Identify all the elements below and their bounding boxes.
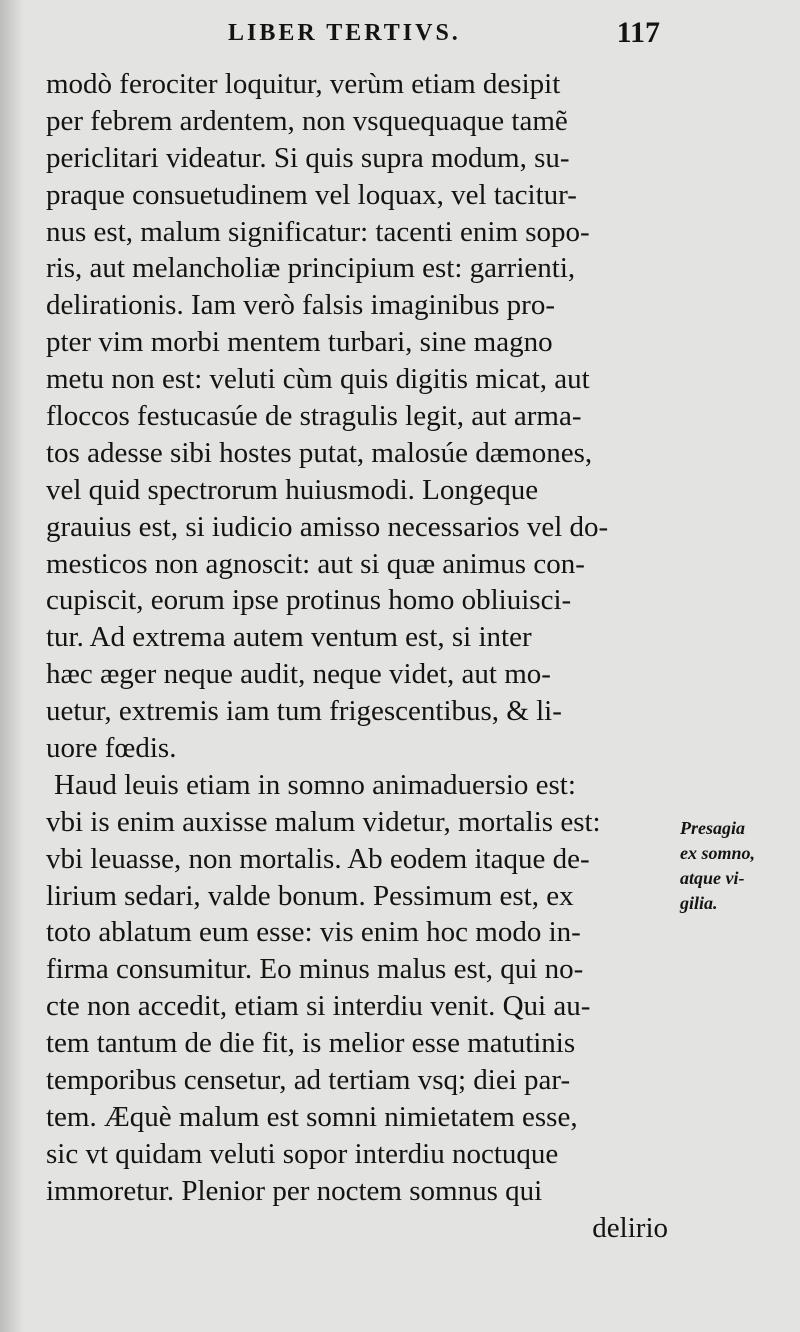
marginal-note-line: Presagia: [680, 818, 745, 838]
text-line: floccos festucasúe de stragulis legit, aut arma-: [46, 400, 582, 433]
text-line: praque consuetudinem vel loquax, vel tacitur-: [46, 178, 577, 211]
text-line: tur. Ad extrema autem ventum est, si inter: [46, 621, 532, 654]
text-line: uore fœdis.: [46, 732, 177, 765]
text-line: tem tantum de die fit, is melior esse matutinis: [46, 1027, 576, 1060]
marginal-note: [680, 816, 792, 916]
text-line: pter vim morbi mentem turbari, sine magno: [46, 326, 553, 359]
text-line: sic vt quidam veluti sopor interdiu noctuque: [46, 1137, 559, 1170]
marginal-note-line: ex somno,: [680, 843, 756, 863]
text-line: metu non est: veluti cùm quis digitis micat, aut: [46, 363, 590, 396]
text-line: per febrem ardentem, non vsquequaque tamẽ: [46, 104, 568, 137]
text-line: hæc æger neque audit, neque videt, aut mo-: [46, 658, 551, 691]
text-line: nus est, malum significatur: tacenti enim sopo-: [46, 215, 590, 248]
text-line: periclitari videatur. Si quis supra modum, su-: [46, 141, 570, 174]
text-line: tos adesse sibi hostes putat, malosúe dæmones,: [46, 436, 593, 469]
marginal-note-line: atque vi-: [680, 868, 745, 888]
text-line: toto ablatum eum esse: vis enim hoc modo in-: [46, 916, 581, 949]
marginal-note-line: gilia.: [680, 893, 718, 913]
page-number: 117: [616, 16, 660, 49]
text-line: cupiscit, eorum ipse protinus homo obliuisci-: [46, 584, 572, 617]
text-line: tem. Æquè malum est somni nimietatem esse,: [46, 1100, 578, 1133]
text-line: uetur, extremis iam tum frigescentibus, & li-: [46, 695, 562, 728]
text-line: ris, aut melancholiæ principium est: garrienti,: [46, 252, 576, 285]
text-line: mesticos non agnoscit: aut si quæ animus con-: [46, 547, 585, 580]
text-line: vbi is enim auxisse malum videtur, mortalis est:: [46, 805, 601, 838]
main-text-block: [46, 66, 668, 1247]
text-line: immoretur. Plenior per noctem somnus qui: [46, 1174, 543, 1207]
text-line: vbi leuasse, non mortalis. Ab eodem itaque de-: [46, 842, 590, 875]
text-line: lirium sedari, valde bonum. Pessimum est, ex: [46, 879, 574, 912]
text-line: temporibus censetur, ad tertiam vsq; diei par-: [46, 1064, 571, 1097]
text-line: delirationis. Iam verò falsis imaginibus pro-: [46, 289, 556, 322]
running-title: LIBER TERTIVS.: [228, 20, 461, 46]
text-line: cte non accedit, etiam si interdiu venit. Qui au-: [46, 990, 591, 1023]
text-line: vel quid spectrorum huiusmodi. Longeque: [46, 473, 539, 506]
catchword: delirio: [592, 1211, 668, 1244]
text-line: grauius est, si iudicio amisso necessarios vel do-: [46, 510, 609, 543]
text-line: modò ferociter loquitur, verùm etiam desipit: [46, 68, 561, 100]
running-head: [228, 18, 660, 58]
paragraph-start-line: Haud leuis etiam in somno animaduersio est:: [54, 768, 576, 801]
text-line: firma consumitur. Eo minus malus est, qui no-: [46, 953, 584, 986]
